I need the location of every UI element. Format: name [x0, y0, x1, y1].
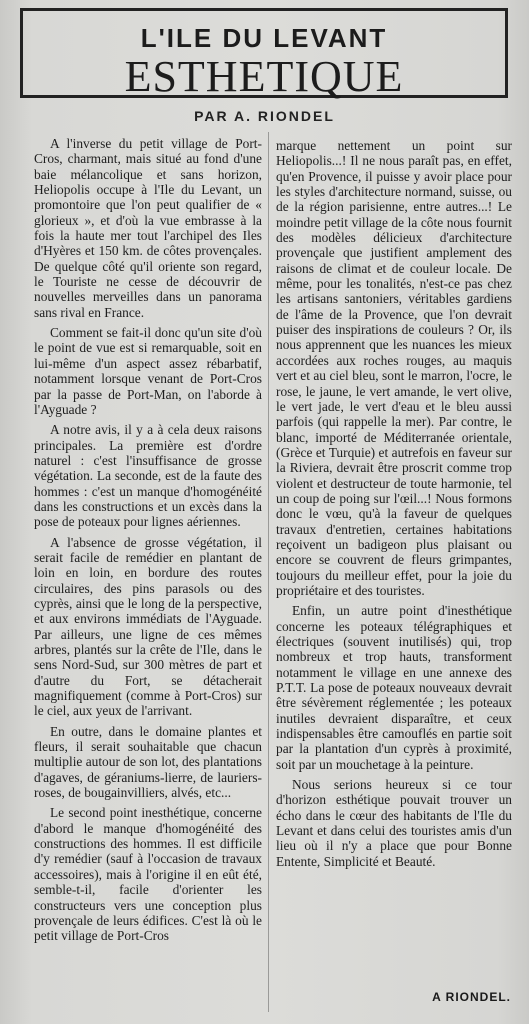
byline: PAR A. RIONDEL — [194, 108, 335, 124]
paragraph: marque nettement un point sur Heliopolis...! Il ne nous paraît pas, en effet, qu'en Provence, il puisse y avoir place pour les styles d'architecture normand, suisse, ou de la région parisienne, entre autres...! Le moindre petit village de la côte nous fournit des modèles délicieux d'architecture provençale que justifient amplement des raisons de climat et de couleur locale. De même, pour les tonalités, n'est-ce pas chez les artisans santoniers, véritables gardiens de l'âme de la Provence, que l'on devrait puiser des inspirations de couleurs ? Or, ils nous apprennent que les nuances les mieux accordées aux roches rouges, au maquis vert et au ciel bleu, sont le marron, l'ocre, le rose, le jaune, le vert amande, le vert olive, le vert jade, le vert d'eau et le bleu aussi parfois (qui rappelle la mer). Par contre, le blanc, importé de Méditerranée orientale, (Grèce et Turquie) et autrefois en faveur sur la Riviera, devrait être proscrit comme trop violent et destructeur de toute harmonie, tel un coup de poing sur l'œil...! Nous formons donc le vœu, qu'à la faveur de quelques travaux d'entretien, certaines habitations reçoivent un badigeon plus plaisant ou encore se couvrent de fleurs grimpantes, toujours du meilleur effet, pour la joie du propriétaire et des touristes. — [276, 138, 512, 598]
headline-kicker: L'ILE DU LEVANT — [140, 23, 388, 53]
paragraph: A l'inverse du petit village de Port-Cros, charmant, mais situé au fond d'une baie mélancolique et sans horizon, Heliopolis occupe à l'Ile du Levant, un promontoire que l'on peut qualifier de « glorieux », et d'où la vue embrasse à la fois la haute mer tout l'archipel des Iles d'Hyères et 150 km. de côtes provençales. De quelque côté qu'il oriente son regard, le Touriste ne cesse de découvrir de nouvelles merveilles dans un panorama sans rival en France. — [34, 136, 262, 320]
paragraph: Comment se fait-il donc qu'un site d'où le point de vue est si remarquable, soit en lui-même d'un aspect assez rébarbatif, notamment lorsque venant de Port-Cros par la passe de Port-Man, on l'aborde à l'Ayguade ? — [34, 325, 262, 417]
paragraph: En outre, dans le domaine plantes et fleurs, il serait souhaitable que chacun multiplie autour de son lot, des plantations d'agaves, de géraniums-lierre, de lauriers-roses, de bougainvilliers, alvés, etc... — [34, 723, 262, 801]
paragraph: A l'absence de grosse végétation, il serait facile de remédier en plantant de loin en loin, en bordure des routes circulaires, des pins parasols ou des cyprès, ainsi que le long de la perspective, et aux environs immédiats de l'Ayguade. Par ailleurs, une ligne de ces mêmes arbres, plantés sur la crête de l'Ile, dans le sens Nord-Sud, sur 300 mètres de part et d'autre du Fort, se détacherait magnifiquement (comme à Port-Cros) sur le ciel, aux yeux de l'arrivant. — [34, 534, 262, 719]
column-divider — [268, 132, 269, 1012]
paragraph: A notre avis, il y a à cela deux raisons principales. La première est d'ordre naturel : c'est l'insuffisance de grosse végétation. La seconde, est de la faute des hommes : c'est un manque d'homogénéité dans les constructions et un excès dans la pose de poteaux pour lignes aériennes. — [34, 422, 262, 530]
paragraph: Nous serions heureux si ce tour d'horizon esthétique pouvait trouver un écho dans le cœur des habitants de l'Ile du Levant et dans celui des touristes amis d'un lieu où il n'y a place que pour Bonne Entente, Simplicité et Beauté. — [276, 777, 512, 869]
article-column-left — [34, 136, 262, 949]
headline-box — [20, 8, 508, 101]
paragraph: Enfin, un autre point d'inesthétique concerne les poteaux télégraphiques et électriques (souvent inutilisés) qui, trop nombreux et trop hauts, transforment notamment le village en une annexe des P.T.T. La pose de poteaux nouveaux devrait être sévèrement réglementée ; les poteaux inutiles devraient disparaître, et ceux indispensables être camouflés en partie soit par la plantation d'un cyprès à proximité, soit par un mouchetage à la peinture. — [276, 603, 512, 772]
paragraph: Le second point inesthétique, concerne d'abord le manque d'homogénéité des constructions des hommes. Il est difficile d'y remédier (sauf à l'occasion de travaux accessoires), mais à l'origine il en eût été, semble-t-il, facile d'orienter les constructeurs vers une conception plus provençale de leurs édifices. C'est là où le petit village de Port-Cros — [34, 805, 262, 944]
headline-title: ESTHETIQUE — [124, 52, 404, 101]
article-column-right — [276, 138, 512, 874]
author-signature: A RIONDEL. — [432, 990, 511, 1004]
